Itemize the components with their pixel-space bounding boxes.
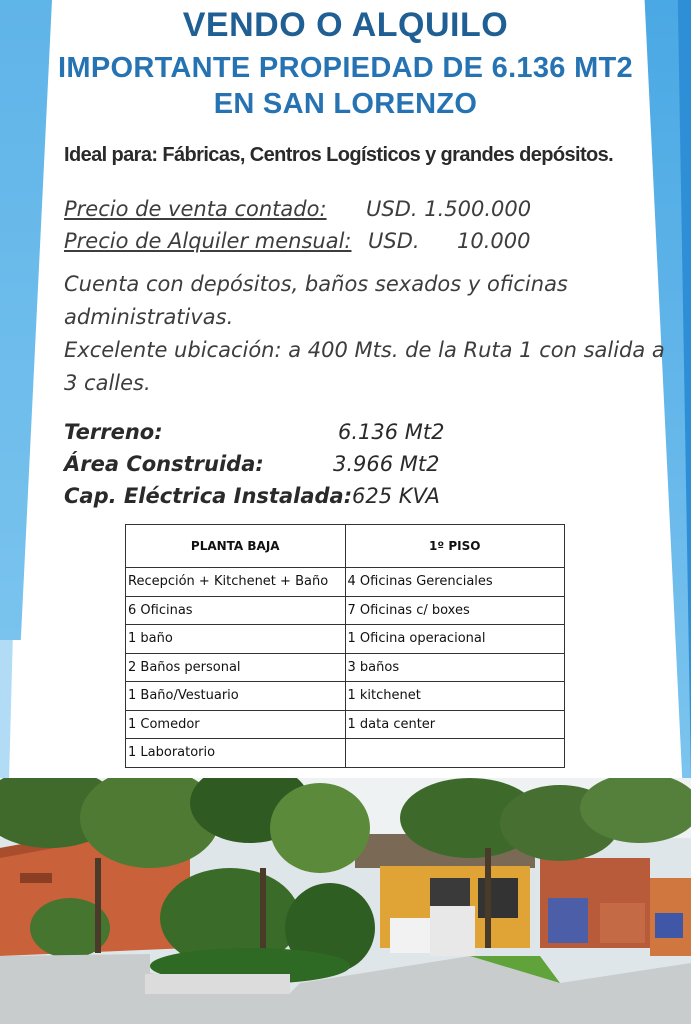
table-cell: 6 Oficinas bbox=[126, 596, 346, 625]
sale-price-value: USD. 1.500.000 bbox=[366, 197, 532, 221]
rent-price-label: Precio de Alquiler mensual: bbox=[64, 229, 352, 253]
table-cell: 1 Baño/Vestuario bbox=[126, 682, 346, 711]
sale-price-label: Precio de venta contado: bbox=[64, 197, 327, 221]
power-capacity-value: 625 KVA bbox=[352, 484, 440, 508]
land-value: 6.136 Mt2 bbox=[338, 420, 445, 444]
description-line-1: Cuenta con depósitos, baños sexados y oficinas bbox=[64, 272, 568, 296]
description-line-2: administrativas. bbox=[64, 305, 234, 329]
power-capacity-label: Cap. Eléctrica Instalada: bbox=[64, 484, 353, 508]
table-header-row bbox=[126, 525, 565, 568]
table-cell: 7 Oficinas c/ boxes bbox=[345, 596, 565, 625]
table-row bbox=[126, 710, 565, 739]
table-row bbox=[126, 568, 565, 597]
table-cell: 1 Laboratorio bbox=[126, 739, 346, 768]
description-line-3: Excelente ubicación: a 400 Mts. de la Ruta 1 con salida a bbox=[64, 338, 665, 362]
table-cell bbox=[345, 739, 565, 768]
table-cell: 1 Comedor bbox=[126, 710, 346, 739]
table-row bbox=[126, 653, 565, 682]
property-photo bbox=[0, 778, 691, 1024]
built-area-value: 3.966 Mt2 bbox=[333, 452, 440, 476]
table-cell: 3 baños bbox=[345, 653, 565, 682]
table-row bbox=[126, 625, 565, 654]
built-area-label: Área Construida: bbox=[64, 452, 264, 476]
land-label: Terreno: bbox=[64, 420, 163, 444]
title-line-1: VENDO O ALQUILO bbox=[182, 6, 509, 44]
ideal-for-text: Ideal para: Fábricas, Centros Logísticos y grandes depósitos. bbox=[64, 144, 614, 166]
table-cell: 1 baño bbox=[126, 625, 346, 654]
title-line-3: EN SAN LORENZO bbox=[213, 88, 478, 120]
title-line-2: IMPORTANTE PROPIEDAD DE 6.136 MT2 bbox=[58, 52, 633, 84]
table-cell: 1 data center bbox=[345, 710, 565, 739]
rent-price-row bbox=[64, 229, 531, 253]
table-header-ground-floor: PLANTA BAJA bbox=[126, 525, 346, 568]
rent-price-value: 10.000 bbox=[457, 229, 531, 253]
table-cell: 2 Baños personal bbox=[126, 653, 346, 682]
rent-price-currency: USD. bbox=[368, 229, 420, 253]
table-row bbox=[126, 739, 565, 768]
sale-price-row bbox=[64, 197, 532, 221]
rooms-table bbox=[125, 524, 565, 768]
table-cell: 4 Oficinas Gerenciales bbox=[345, 568, 565, 597]
table-header-first-floor: 1º PISO bbox=[345, 525, 565, 568]
description-line-4: 3 calles. bbox=[64, 371, 151, 395]
table-row bbox=[126, 682, 565, 711]
table-cell: 1 kitchenet bbox=[345, 682, 565, 711]
table-cell: 1 Oficina operacional bbox=[345, 625, 565, 654]
table-row bbox=[126, 596, 565, 625]
table-cell: Recepción + Kitchenet + Baño bbox=[126, 568, 346, 597]
